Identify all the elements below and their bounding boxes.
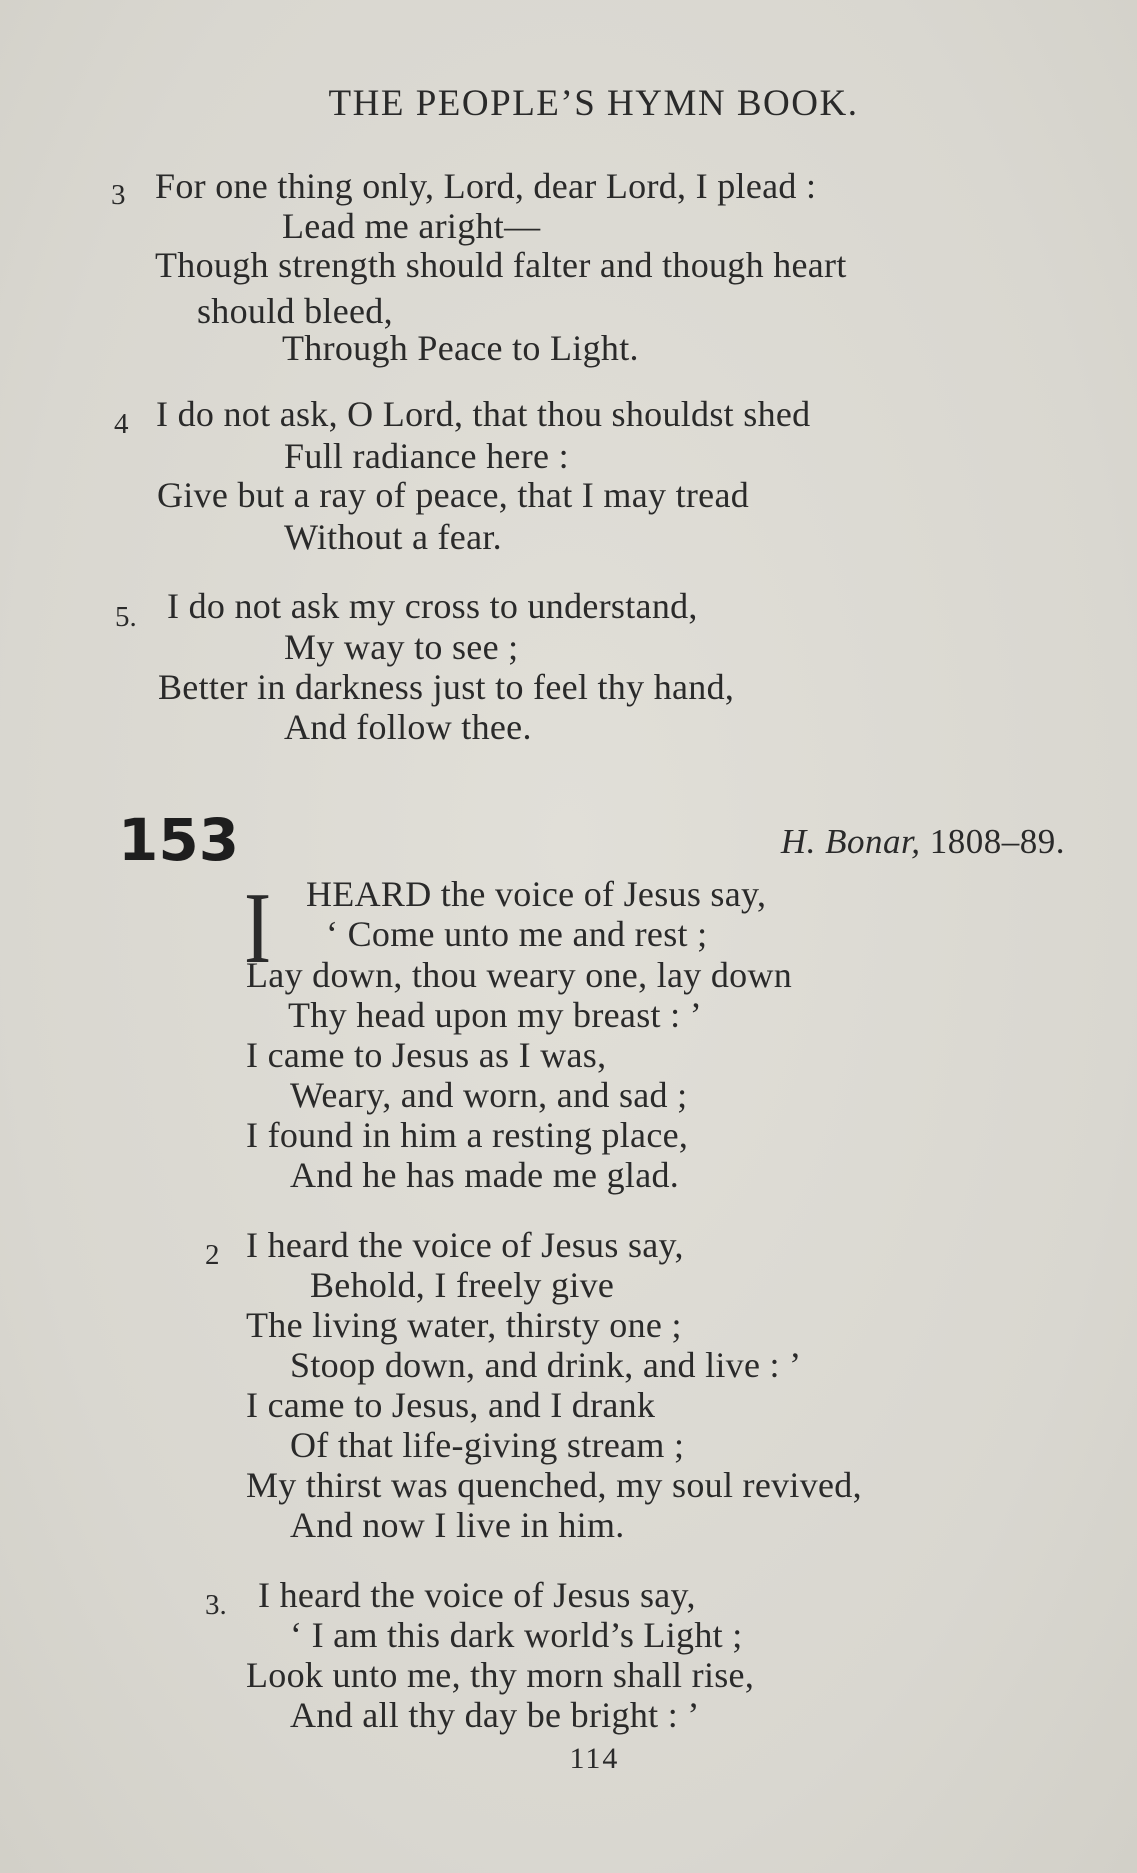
verse-line: Stoop down, and drink, and live : ’ (290, 1345, 802, 1385)
verse-line: I found in him a resting place, (246, 1115, 689, 1155)
verse-line: Of that life-giving stream ; (290, 1425, 685, 1465)
verse-line: My way to see ; (284, 627, 519, 667)
running-header: THE PEOPLE’S HYMN BOOK. (328, 83, 859, 124)
drop-cap: I (244, 872, 272, 985)
verse-line: Look unto me, thy morn shall rise, (246, 1655, 755, 1695)
verse-line: HEARD the voice of Jesus say, (306, 874, 767, 914)
verse-line: Thy head upon my breast : ’ (288, 995, 702, 1035)
verse-line: And now I live in him. (290, 1505, 625, 1545)
verse-line: I came to Jesus, and I drank (246, 1385, 656, 1425)
verse-line: And follow thee. (284, 707, 532, 747)
author-years: 1808–89. (929, 822, 1065, 861)
verse-line: I do not ask, O Lord, that thou shouldst shed (156, 394, 811, 434)
verse-number: 3. (205, 1589, 227, 1621)
verse-line: Full radiance here : (284, 436, 569, 476)
verse-line: And he has made me glad. (290, 1155, 680, 1195)
verse-line: Lay down, thou weary one, lay down (246, 955, 793, 995)
verse-line: Behold, I freely give (310, 1265, 615, 1305)
verse-line: I heard the voice of Jesus say, (258, 1575, 696, 1615)
verse-number: 2 (205, 1239, 220, 1271)
verse-number: 5. (115, 601, 137, 633)
verse-line: Through Peace to Light. (282, 328, 639, 368)
page-number: 114 (569, 1742, 620, 1775)
verse-line: Without a fear. (284, 517, 502, 557)
verse-line: ‘ Come unto me and rest ; (326, 914, 708, 954)
verse-number: 3 (111, 179, 126, 211)
verse-line: For one thing only, Lord, dear Lord, I plead : (155, 166, 817, 206)
hymn-author (781, 822, 1065, 862)
verse-line: The living water, thirsty one ; (246, 1305, 682, 1345)
verse-line: I came to Jesus as I was, (246, 1035, 607, 1075)
verse-line: Better in darkness just to feel thy hand, (158, 667, 735, 707)
verse-line: I heard the voice of Jesus say, (246, 1225, 684, 1265)
verse-number: 4 (114, 408, 129, 440)
verse-line: should bleed, (197, 291, 393, 331)
author-name: H. Bonar, (780, 822, 921, 861)
verse-line: My thirst was quenched, my soul revived, (246, 1465, 862, 1505)
hymn-number: 153 (118, 806, 240, 874)
verse-line: I do not ask my cross to understand, (167, 586, 698, 626)
verse-line: Weary, and worn, and sad ; (290, 1075, 688, 1115)
verse-line: Give but a ray of peace, that I may tread (157, 475, 750, 515)
verse-line: And all thy day be bright : ’ (290, 1695, 700, 1735)
verse-line: Lead me aright— (282, 206, 541, 246)
verse-line: ‘ I am this dark world’s Light ; (290, 1615, 743, 1655)
verse-line: Though strength should falter and though heart (155, 245, 847, 285)
